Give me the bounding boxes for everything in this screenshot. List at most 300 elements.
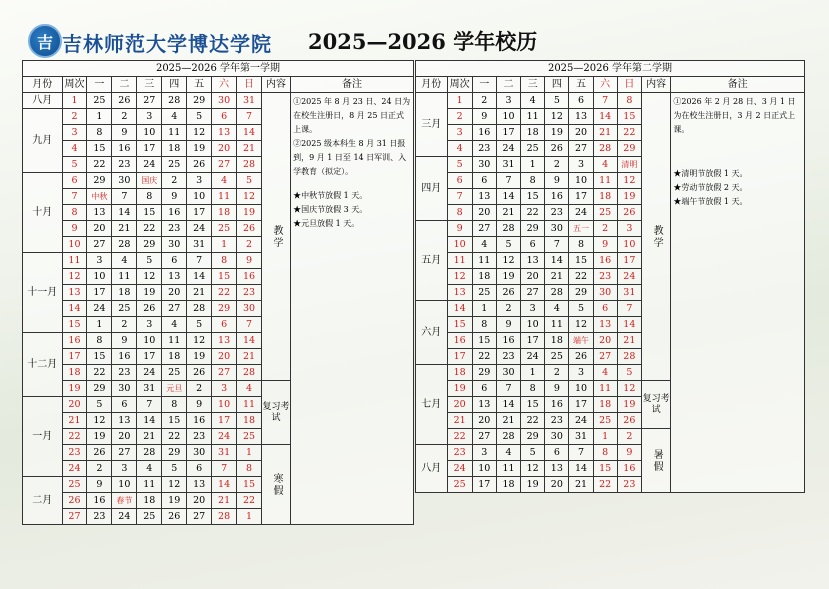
day-cell: 13 [569, 109, 593, 125]
day-cell: 14 [137, 413, 162, 429]
weekday-header: 一 [87, 77, 112, 93]
month-header: 月份 [23, 77, 63, 93]
day-cell: 17 [521, 333, 545, 349]
day-cell: 19 [187, 349, 212, 365]
day-cell: 15 [593, 461, 617, 477]
week-number: 27 [62, 509, 87, 525]
day-cell: 5 [187, 109, 212, 125]
day-cell: 16 [237, 269, 262, 285]
day-cell: 2 [112, 109, 137, 125]
day-cell: 21 [569, 477, 593, 493]
day-cell: 8 [521, 173, 545, 189]
day-cell: 15 [87, 349, 112, 365]
day-cell: 2 [617, 429, 641, 445]
week-number: 23 [447, 445, 472, 461]
week-number: 2 [447, 109, 472, 125]
day-cell: 8 [472, 317, 496, 333]
day-cell: 9 [593, 237, 617, 253]
month-label: 四月 [416, 157, 448, 221]
day-cell: 8 [521, 381, 545, 397]
day-cell: 7 [593, 93, 617, 109]
week-number: 18 [62, 365, 87, 381]
day-cell: 25 [593, 413, 617, 429]
week-number: 13 [62, 285, 87, 301]
day-cell: 26 [545, 141, 569, 157]
week-number: 14 [447, 301, 472, 317]
weekday-header: 二 [112, 77, 137, 93]
day-cell: 18 [162, 349, 187, 365]
day-cell: 6 [162, 253, 187, 269]
day-cell: 31 [212, 445, 237, 461]
day-cell: 8 [162, 397, 187, 413]
day-cell: 13 [162, 269, 187, 285]
week-number: 16 [62, 333, 87, 349]
day-cell: 22 [569, 269, 593, 285]
week-number: 18 [447, 365, 472, 381]
day-cell: 2 [112, 317, 137, 333]
day-cell: 30 [545, 221, 569, 237]
day-cell: 元旦 [162, 381, 187, 397]
day-cell: 27 [212, 157, 237, 173]
day-cell: 14 [237, 333, 262, 349]
day-cell: 28 [237, 365, 262, 381]
day-cell: 春节 [112, 493, 137, 509]
day-cell: 16 [112, 349, 137, 365]
day-cell: 2 [87, 461, 112, 477]
week-number: 4 [62, 141, 87, 157]
note-item: ①2025 年 8 月 23 日、24 日为在校生注册日，8 月 25 日正式上课。 [293, 97, 411, 134]
day-cell: 6 [472, 381, 496, 397]
day-cell: 21 [617, 333, 641, 349]
day-cell: 端午 [569, 333, 593, 349]
day-cell: 9 [545, 173, 569, 189]
day-cell: 24 [521, 349, 545, 365]
day-cell: 20 [162, 285, 187, 301]
weekday-header: 四 [545, 77, 569, 93]
day-cell: 7 [545, 237, 569, 253]
day-cell: 7 [187, 253, 212, 269]
day-cell: 19 [137, 285, 162, 301]
day-cell: 9 [496, 317, 520, 333]
day-cell: 23 [617, 477, 641, 493]
weekday-header: 日 [617, 77, 641, 93]
week-number: 25 [62, 477, 87, 493]
day-cell: 12 [617, 173, 641, 189]
day-cell: 五一 [569, 221, 593, 237]
day-cell: 27 [472, 429, 496, 445]
month-label: 九月 [23, 109, 63, 173]
day-cell: 8 [237, 461, 262, 477]
day-cell: 25 [162, 365, 187, 381]
day-cell: 13 [212, 125, 237, 141]
month-header: 月份 [416, 77, 448, 93]
day-cell: 29 [569, 285, 593, 301]
day-cell: 7 [237, 317, 262, 333]
day-cell: 18 [593, 189, 617, 205]
day-cell: 29 [87, 173, 112, 189]
day-cell: 6 [545, 445, 569, 461]
day-cell: 11 [521, 109, 545, 125]
day-cell: 2 [496, 301, 520, 317]
day-cell: 1 [87, 317, 112, 333]
day-cell: 12 [187, 125, 212, 141]
day-cell: 8 [87, 125, 112, 141]
day-cell: 5 [137, 253, 162, 269]
weekday-header: 五 [187, 77, 212, 93]
day-cell: 1 [521, 157, 545, 173]
day-cell: 25 [87, 93, 112, 109]
day-cell: 7 [137, 397, 162, 413]
day-cell: 15 [617, 109, 641, 125]
day-cell: 24 [112, 509, 137, 525]
day-cell: 29 [187, 93, 212, 109]
day-cell: 24 [187, 221, 212, 237]
day-cell: 1 [87, 109, 112, 125]
day-cell: 27 [112, 445, 137, 461]
day-cell: 17 [472, 477, 496, 493]
day-cell: 20 [87, 221, 112, 237]
day-cell: 9 [472, 109, 496, 125]
day-cell: 9 [187, 397, 212, 413]
week-number: 6 [62, 173, 87, 189]
day-cell: 24 [569, 413, 593, 429]
note-item: ②2025 级本科生 8 月 31 日报到，9 月 1 日至 14 日军训、入学教育（拟定）。 [293, 139, 407, 176]
day-cell: 26 [187, 365, 212, 381]
week-number: 20 [447, 397, 472, 413]
day-cell: 13 [87, 205, 112, 221]
day-cell: 24 [496, 141, 520, 157]
month-label: 二月 [23, 477, 63, 525]
day-cell: 1 [237, 445, 262, 461]
week-number: 1 [447, 93, 472, 109]
day-cell: 21 [496, 413, 520, 429]
day-cell: 12 [187, 333, 212, 349]
day-cell: 21 [237, 349, 262, 365]
day-cell: 13 [521, 253, 545, 269]
day-cell: 16 [545, 189, 569, 205]
day-cell: 14 [569, 461, 593, 477]
day-cell: 12 [617, 381, 641, 397]
day-cell: 26 [137, 301, 162, 317]
day-cell: 28 [593, 141, 617, 157]
day-cell: 25 [212, 221, 237, 237]
day-cell: 8 [617, 93, 641, 109]
content-label: 寒假 [262, 445, 291, 525]
week-number: 12 [62, 269, 87, 285]
day-cell: 11 [162, 125, 187, 141]
day-cell: 29 [137, 237, 162, 253]
day-cell: 30 [112, 173, 137, 189]
day-cell: 8 [569, 237, 593, 253]
day-cell: 11 [593, 381, 617, 397]
notes-cell [291, 93, 414, 525]
week-number: 16 [447, 333, 472, 349]
day-cell: 3 [187, 173, 212, 189]
weekday-header: 三 [521, 77, 545, 93]
day-cell: 4 [237, 381, 262, 397]
day-cell: 13 [212, 333, 237, 349]
week-header: 周次 [62, 77, 87, 93]
day-cell: 28 [496, 429, 520, 445]
day-cell: 12 [496, 253, 520, 269]
day-cell: 1 [212, 237, 237, 253]
note-item: ★中秋节放假 1 天。 [293, 191, 368, 200]
day-cell: 22 [237, 493, 262, 509]
day-cell: 18 [521, 125, 545, 141]
day-cell: 25 [593, 205, 617, 221]
day-cell: 4 [212, 173, 237, 189]
day-cell: 28 [545, 285, 569, 301]
day-cell: 18 [472, 269, 496, 285]
day-cell: 26 [162, 509, 187, 525]
school-logo: 吉 [28, 24, 62, 58]
day-cell: 21 [137, 429, 162, 445]
day-cell: 28 [162, 93, 187, 109]
day-cell: 1 [521, 365, 545, 381]
day-cell: 28 [617, 349, 641, 365]
week-number: 6 [447, 173, 472, 189]
day-cell: 20 [212, 141, 237, 157]
day-cell: 30 [472, 157, 496, 173]
week-number: 5 [62, 157, 87, 173]
day-cell: 18 [137, 493, 162, 509]
day-cell: 30 [187, 445, 212, 461]
note-item: ★元旦放假 1 天。 [293, 219, 360, 228]
day-cell: 3 [569, 157, 593, 173]
day-cell: 9 [237, 253, 262, 269]
day-cell: 17 [569, 189, 593, 205]
day-cell: 15 [521, 189, 545, 205]
day-cell: 6 [187, 461, 212, 477]
day-cell: 19 [187, 141, 212, 157]
day-cell: 3 [569, 365, 593, 381]
day-cell: 25 [137, 509, 162, 525]
semester-1-table [22, 60, 414, 525]
day-cell: 4 [472, 237, 496, 253]
week-number: 9 [62, 221, 87, 237]
day-cell: 16 [112, 141, 137, 157]
day-cell: 23 [472, 141, 496, 157]
day-cell: 25 [237, 429, 262, 445]
day-cell: 清明 [617, 157, 641, 173]
day-cell: 13 [112, 413, 137, 429]
content-label: 复习考试 [641, 381, 670, 429]
day-cell: 25 [521, 141, 545, 157]
week-header: 周次 [447, 77, 472, 93]
day-cell: 22 [521, 205, 545, 221]
note-item: ★国庆节放假 3 天。 [293, 205, 368, 214]
day-cell: 7 [212, 461, 237, 477]
week-number: 3 [447, 125, 472, 141]
week-number: 25 [447, 477, 472, 493]
day-cell: 4 [137, 461, 162, 477]
day-cell: 21 [593, 125, 617, 141]
day-cell: 6 [521, 237, 545, 253]
day-cell: 29 [521, 429, 545, 445]
day-cell: 16 [617, 461, 641, 477]
week-number: 13 [447, 285, 472, 301]
day-cell: 27 [569, 141, 593, 157]
day-cell: 17 [137, 349, 162, 365]
day-cell: 31 [496, 157, 520, 173]
week-number: 22 [447, 429, 472, 445]
day-cell: 18 [496, 477, 520, 493]
weekday-header: 六 [593, 77, 617, 93]
day-cell: 14 [593, 109, 617, 125]
month-label: 三月 [416, 93, 448, 157]
day-cell: 12 [521, 461, 545, 477]
day-cell: 26 [569, 349, 593, 365]
day-cell: 17 [569, 397, 593, 413]
day-cell: 3 [521, 301, 545, 317]
day-cell: 27 [521, 285, 545, 301]
day-cell: 27 [162, 301, 187, 317]
day-cell: 10 [112, 477, 137, 493]
day-cell: 4 [545, 301, 569, 317]
day-cell: 3 [112, 461, 137, 477]
day-cell: 17 [87, 285, 112, 301]
month-label: 五月 [416, 221, 448, 301]
day-cell: 3 [87, 253, 112, 269]
day-cell: 28 [237, 157, 262, 173]
day-cell: 5 [617, 365, 641, 381]
day-cell: 1 [237, 509, 262, 525]
day-cell: 11 [593, 173, 617, 189]
day-cell: 27 [87, 237, 112, 253]
day-cell: 4 [496, 445, 520, 461]
day-cell: 28 [496, 221, 520, 237]
day-cell: 30 [496, 365, 520, 381]
week-number: 21 [62, 413, 87, 429]
day-cell: 25 [545, 349, 569, 365]
note-item: ★端午节放假 1 天。 [673, 197, 748, 206]
day-cell: 5 [237, 173, 262, 189]
day-cell: 8 [212, 253, 237, 269]
day-cell: 6 [593, 301, 617, 317]
day-cell: 20 [472, 205, 496, 221]
day-cell: 22 [521, 413, 545, 429]
day-cell: 31 [187, 237, 212, 253]
day-cell: 23 [237, 285, 262, 301]
day-cell: 18 [162, 141, 187, 157]
day-cell: 10 [496, 109, 520, 125]
day-cell: 12 [87, 413, 112, 429]
day-cell: 9 [545, 381, 569, 397]
day-cell: 16 [593, 253, 617, 269]
day-cell: 22 [617, 125, 641, 141]
day-cell: 3 [496, 93, 520, 109]
day-cell: 24 [212, 429, 237, 445]
day-cell: 16 [162, 205, 187, 221]
day-cell: 22 [593, 477, 617, 493]
day-cell: 20 [545, 477, 569, 493]
day-cell: 2 [187, 381, 212, 397]
day-cell: 12 [569, 317, 593, 333]
day-cell: 11 [237, 397, 262, 413]
day-cell: 18 [112, 285, 137, 301]
month-label: 八月 [416, 445, 448, 493]
week-number: 4 [447, 141, 472, 157]
day-cell: 26 [112, 93, 137, 109]
day-cell: 30 [162, 237, 187, 253]
day-cell: 10 [137, 333, 162, 349]
week-number: 11 [62, 253, 87, 269]
day-cell: 24 [87, 301, 112, 317]
day-cell: 3 [617, 221, 641, 237]
day-cell: 10 [87, 269, 112, 285]
content-label: 教学 [262, 93, 291, 381]
day-cell: 4 [162, 109, 187, 125]
day-cell: 17 [212, 413, 237, 429]
week-row [416, 93, 805, 109]
month-label: 十月 [23, 173, 63, 253]
day-cell: 10 [521, 317, 545, 333]
day-cell: 11 [112, 269, 137, 285]
month-label: 十二月 [23, 333, 63, 397]
week-number: 2 [62, 109, 87, 125]
day-cell: 20 [472, 413, 496, 429]
day-cell: 10 [569, 173, 593, 189]
day-cell: 23 [545, 413, 569, 429]
month-label: 六月 [416, 301, 448, 365]
semester-title: 2025—2026 学年第一学期 [23, 61, 414, 77]
week-number: 10 [447, 237, 472, 253]
day-cell: 15 [237, 477, 262, 493]
day-cell: 5 [496, 237, 520, 253]
day-cell: 1 [593, 429, 617, 445]
day-cell: 31 [617, 285, 641, 301]
week-number: 24 [447, 461, 472, 477]
day-cell: 26 [496, 285, 520, 301]
day-cell: 6 [212, 317, 237, 333]
day-cell: 4 [162, 317, 187, 333]
week-number: 12 [447, 269, 472, 285]
week-number: 24 [62, 461, 87, 477]
day-cell: 19 [87, 429, 112, 445]
week-row [23, 93, 414, 109]
day-cell: 18 [593, 397, 617, 413]
day-cell: 17 [496, 125, 520, 141]
day-cell: 18 [212, 205, 237, 221]
day-cell: 26 [237, 221, 262, 237]
day-cell: 14 [112, 205, 137, 221]
day-cell: 11 [496, 461, 520, 477]
week-number: 9 [447, 221, 472, 237]
day-cell: 25 [162, 157, 187, 173]
page-title: 2025—2026 学年校历 [308, 29, 538, 54]
semester-2-table [415, 60, 805, 493]
day-cell: 21 [545, 269, 569, 285]
day-cell: 19 [521, 477, 545, 493]
day-cell: 20 [521, 269, 545, 285]
day-cell: 4 [593, 157, 617, 173]
month-label: 八月 [23, 93, 63, 109]
day-cell: 7 [617, 301, 641, 317]
day-cell: 7 [496, 173, 520, 189]
week-number: 10 [62, 237, 87, 253]
day-cell: 14 [496, 397, 520, 413]
day-cell: 25 [472, 285, 496, 301]
weekday-header: 一 [472, 77, 496, 93]
day-cell: 30 [237, 301, 262, 317]
day-cell: 13 [593, 317, 617, 333]
day-cell: 19 [496, 269, 520, 285]
day-cell: 23 [593, 269, 617, 285]
day-cell: 15 [472, 333, 496, 349]
day-cell: 11 [472, 253, 496, 269]
day-cell: 9 [112, 333, 137, 349]
day-cell: 16 [472, 125, 496, 141]
